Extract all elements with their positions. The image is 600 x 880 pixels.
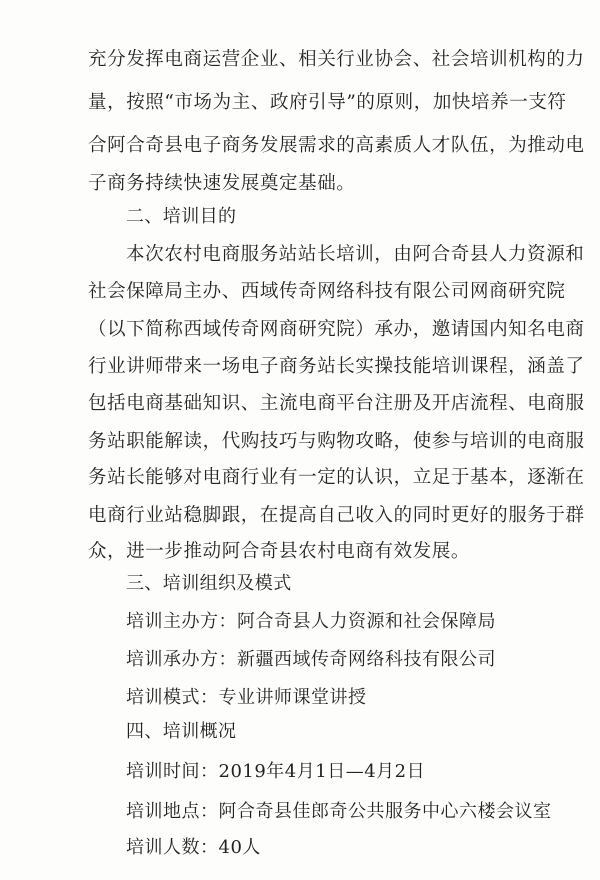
info-field: 培训主办方：阿合奇县人力资源和社会保障局 — [126, 611, 496, 632]
body-text-line: 电商行业站稳脚跟，在提高自己收入的同时更好的服务于群 — [88, 505, 585, 526]
info-field: 培训地点：阿合奇县佳郎奇公共服务中心六楼会议室 — [126, 801, 552, 822]
info-field: 培训时间：2019年4月1日—4月2日 — [126, 761, 426, 782]
body-text-line: 众，进一步推动阿合奇县农村电商有效发展。 — [88, 541, 471, 562]
body-text-line: 子商务持续快速发展奠定基础。 — [88, 173, 356, 194]
body-text-line: 行业讲师带来一场电子商务站长实操技能培训课程，涵盖了 — [88, 356, 585, 377]
body-text-line: 包括电商基础知识、主流电商平台注册及开店流程、电商服 — [88, 393, 585, 414]
info-field: 培训人数：40人 — [126, 837, 261, 858]
body-text-line: 务站长能够对电商行业有一定的认识，立足于基本，逐渐在 — [88, 467, 585, 488]
info-field: 培训承办方：新疆西域传奇网络科技有限公司 — [126, 649, 496, 670]
body-text-line: 社会保障局主办、西域传奇网络科技有限公司网商研究院 — [88, 281, 566, 302]
info-field: 培训模式：专业讲师课堂讲授 — [126, 687, 367, 708]
section-heading: 四、培训概况 — [126, 721, 237, 742]
body-text-line: 充分发挥电商运营企业、相关行业协会、社会培训机构的力 — [88, 49, 585, 70]
body-text-line: （以下简称西域传奇网商研究院）承办，邀请国内知名电商 — [88, 319, 585, 340]
body-text-line: 量，按照“市场为主、政府引导”的原则，加快培养一支符 — [88, 92, 567, 113]
section-heading: 三、培训组织及模式 — [126, 573, 292, 594]
body-text-line: 务站职能解读，代购技巧与购物攻略，使参与培训的电商服 — [88, 431, 585, 452]
body-text-line: 合阿合奇县电子商务发展需求的高素质人才队伍，为推动电 — [88, 135, 585, 156]
section-heading: 二、培训目的 — [126, 206, 237, 227]
body-text-line: 本次农村电商服务站站长培训，由阿合奇县人力资源和 — [126, 244, 585, 265]
